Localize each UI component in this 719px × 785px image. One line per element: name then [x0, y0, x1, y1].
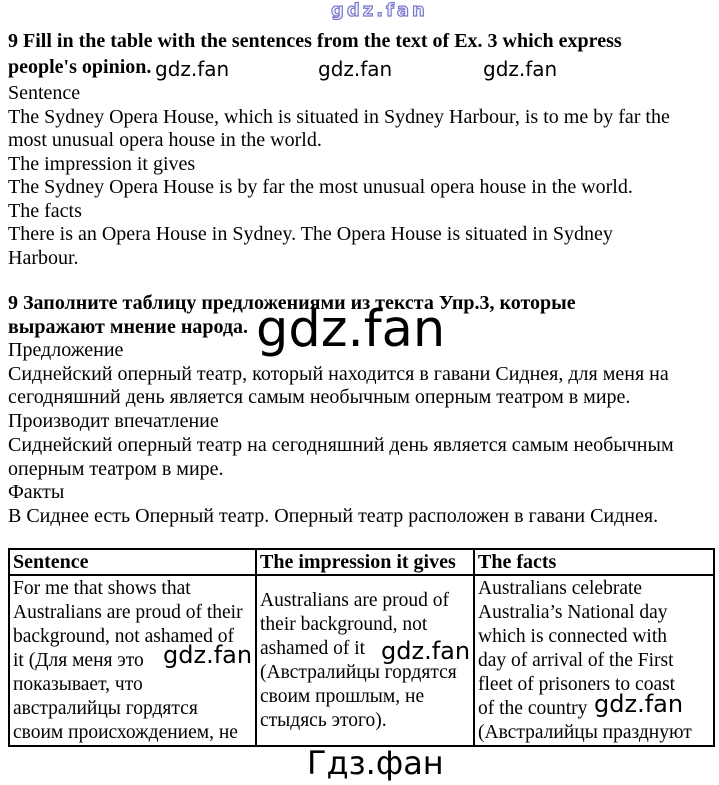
gdz-watermark-heading-2: gdz.fan: [318, 57, 393, 81]
task-heading-en-line2: people's opinion.: [8, 56, 152, 78]
table-header-row: [9, 549, 714, 575]
table-header-impression: The impression it gives: [256, 549, 474, 575]
site-watermark-top: gdz.fan: [331, 0, 428, 21]
task-heading-ru: [8, 291, 715, 339]
task-heading-en-line1: 9 Fill in the table with the sentences from the text of Ex. 3 which express: [8, 30, 622, 52]
table-row: [9, 575, 714, 746]
gdz-watermark-table-1: gdz.fan: [163, 641, 253, 669]
answer-text-ru: Предложение Сиднейский оперный театр, который находится в гавани Сиднея, для меня на сегодняшний день является самым необычным оперным театром в мире. Производит впечатление Сиднейский оперный театр на сегодняшний день является самым необычным оперным театром в мире. Факты В Сиднее есть Оперный театр. Оперный театр расположен в гавани Сиднея.: [8, 339, 674, 527]
cell-impression: Australians are proud of their background, not ashamed of it (Австралийцы гордятся своим прошлым, не стыдясь этого).: [256, 575, 474, 746]
answer-text-en: Sentence The Sydney Opera House, which is situated in Sydney Harbour, is to me by far the most unusual opera house in the world. The impression it gives The Sydney Opera House is by far the most unusual opera house in the world. The facts There is an Opera House in Sydney. The Opera House is situated in Sydney Harbour.: [8, 82, 670, 269]
cell-facts: Australians celebrate Australia’s National day which is connected with day of arrival of the First fleet of prisoners to coast of the country (Австралийцы празднуют: [474, 575, 714, 746]
site-watermark-bottom: Гдз.фан: [307, 744, 444, 782]
gdz-watermark-table-2: gdz.fan: [381, 637, 471, 665]
task-heading-en: [8, 28, 715, 80]
task-section-en: [8, 28, 715, 270]
task-section-ru: [8, 291, 715, 529]
gdz-watermark-table-3: gdz.fan: [594, 690, 684, 718]
task-heading-ru-line2: выражают мнение народа.: [8, 316, 249, 338]
table-header-facts: The facts: [474, 549, 714, 575]
gdz-watermark-big: gdz.fan: [256, 300, 446, 359]
answers-table: [8, 548, 715, 747]
task-heading-ru-line1: 9 Заполните таблицу предложениями из текста Упр.3, которые: [8, 292, 576, 314]
gdz-watermark-heading-3: gdz.fan: [483, 57, 558, 81]
cell-sentence: For me that shows that Australians are proud of their background, not ashamed of it (Для меня это показывает, что австралийцы гордятся своим происхождением, не: [9, 575, 256, 746]
gdz-watermark-heading-1: gdz.fan: [155, 57, 230, 81]
table-header-sentence: Sentence: [9, 549, 256, 575]
